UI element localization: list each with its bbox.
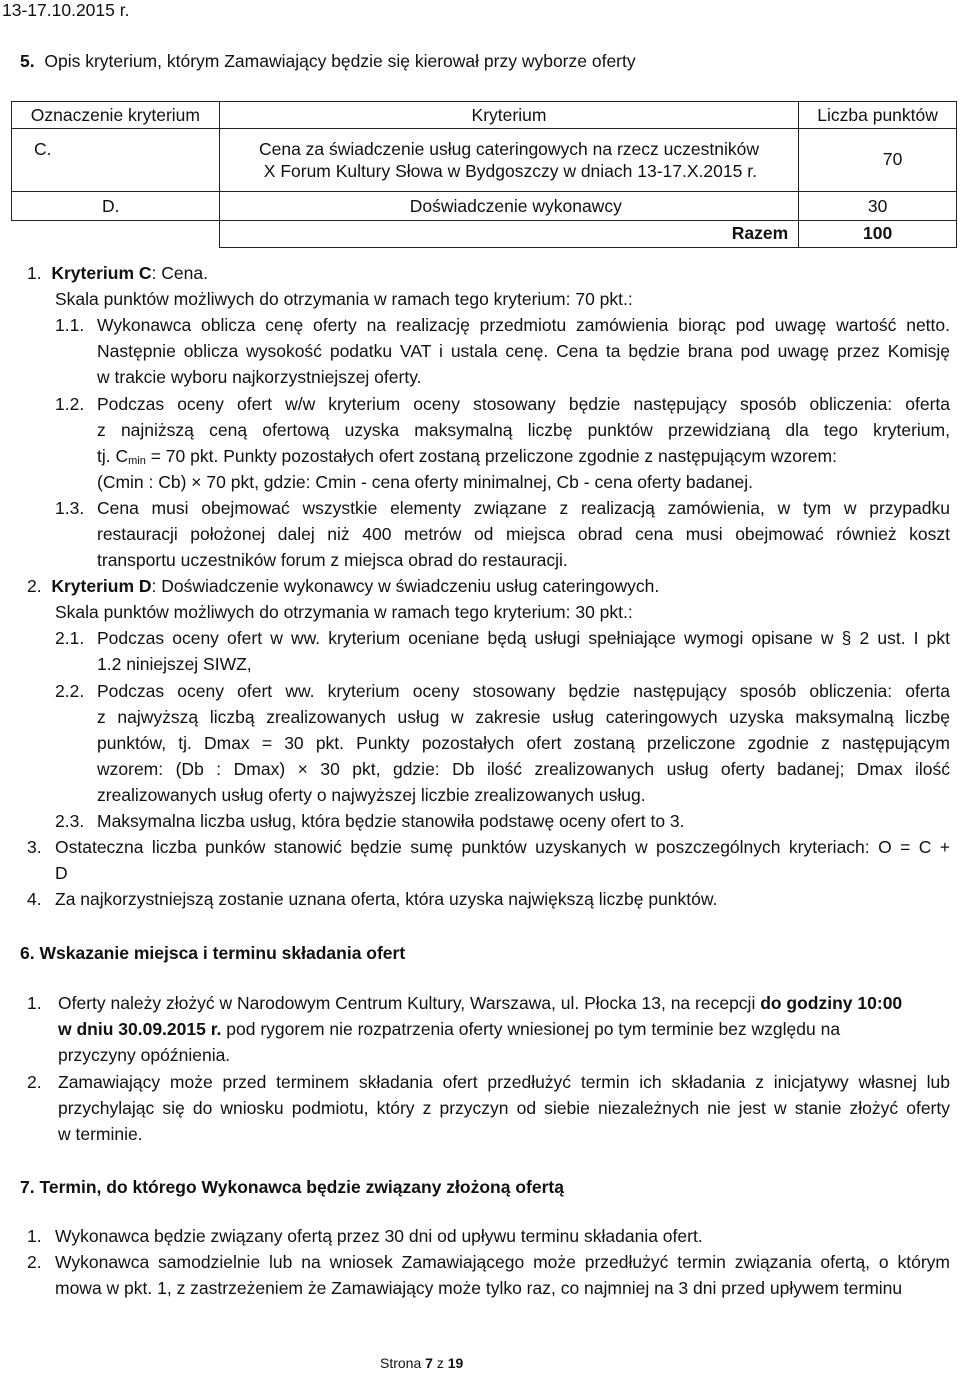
k1-2-number: 1.2. [55,394,85,414]
k1-3-number: 1.3. [55,498,85,518]
k1-2-line3: tj. $C_{min} = 70$ pkt. Punkty pozostałych ofert zostaną przeliczone zgodnie z następującym wzorem: [97,446,837,467]
table-row [12,192,957,221]
k2-3-line1: Maksymalna liczba usług, która będzie stanowiła podstawę oceny ofert to 3. [97,811,685,831]
k2-title-rest: : Doświadczenie wykonawcy w świadczeniu usług cateringowych. [151,576,660,596]
p4-line1: Za najkorzystniejszą zostanie uznana oferta, która uzyska największą liczbę punktów. [55,889,718,909]
page-header-date: 13-17.10.2015 r. [2,0,130,20]
section-6-title: Wskazanie miejsca i terminu składania ofert [39,943,406,963]
k2-number: 2. [27,576,42,596]
s7-2-number: 2. [27,1252,42,1272]
k1-3-line2: restauracji położonej dalej niż 400 metrów od miejsca obrad cena musi obejmować również koszt [97,524,950,544]
s6-1-line2: w dniu 30.09.2015 r. pod rygorem nie rozpatrzenia oferty wniesionej po tym terminie bez względu na [58,1019,841,1039]
section-5-number: 5. [20,51,35,71]
section-5-heading [20,51,636,72]
section-7-title: Termin, do którego Wykonawca będzie związany złożoną ofertą [39,1177,564,1197]
k2-2-line5: zrealizowanych usług oferty o najwyższej liczbie zrealizowanych usług. [97,785,646,805]
total-value: 100 [799,221,957,248]
criteria-table [11,101,957,248]
section-7-heading [20,1176,564,1198]
section-6-number: 6. [20,943,35,963]
k2-title-bold: Kryterium D [51,576,152,596]
table-total-row [12,221,957,248]
row-points: 70 [799,129,957,192]
table-header-row [12,102,957,129]
footer-total: 19 [447,1355,464,1371]
k1-title-bold: Kryterium C [51,263,152,283]
row-criterion-line1: Cena za świadczenie usług cateringowych na rzecz uczestników [258,139,759,159]
s7-2-line2: mowa w pkt. 1, z zastrzeżeniem że Zamawiający może tylko raz, co najmniej na 3 dni przed upływem terminu [55,1278,903,1298]
table-row [12,129,957,192]
k2-2-line2: z najwyższą liczbą zrealizowanych usług w zakresie usług cateringowych uzyska maksymalną liczbę [97,707,950,727]
header-criterion: Kryterium [219,102,798,129]
total-label: Razem [219,221,798,248]
k2-1-line2: 1.2 niniejszej SIWZ, [97,654,252,674]
row-code: C. [12,129,220,192]
p3-line2: D [55,863,68,883]
k2-heading [27,575,659,597]
k2-1-line1: Podczas oceny ofert w ww. kryterium oceniane będą usługi spełniające wymogi opisane w § 2 ust. I pkt [97,628,950,648]
s6-1-line1: Oferty należy złożyć w Narodowym Centrum Kultury, Warszawa, ul. Płocka 13, na recepcji do godziny 10:00 [58,993,903,1013]
row-points: 30 [799,192,957,221]
k2-2-number: 2.2. [55,681,85,701]
s6-1-number: 1. [27,993,42,1013]
k1-2-line1: Podczas oceny ofert w/w kryterium oceny stosowany będzie następujący sposób obliczenia: oferta [97,394,950,414]
k2-3-number: 2.3. [55,811,85,831]
s6-1-line3: przyczyny opóźnienia. [58,1045,231,1065]
row-code: D. [12,192,220,221]
k1-1-line2: Następnie oblicza wysokość podatku VAT i ustala cenę. Cena ta będzie brana pod uwagę przez Komisję [97,341,950,361]
section-7-number: 7. [20,1177,35,1197]
p4-number: 4. [27,889,42,909]
row-criterion-line2: X Forum Kultury Słowa w Bydgoszczy w dniach 13-17.X.2015 r. [263,161,757,181]
header-code: Oznaczenie kryterium [12,102,220,129]
k2-1-number: 2.1. [55,628,85,648]
k1-1-number: 1.1. [55,315,85,335]
k2-2-line4: wzorem: (Db : Dmax) × 30 pkt, gdzie: Db ilość zrealizowanych usług oferty badanej; Dmax ilość [97,759,950,779]
k1-heading [27,262,208,284]
section-6-heading [20,942,405,964]
k1-3-line1: Cena musi obejmować wszystkie elementy związane z realizacją zamówienia, w tym w przypadku [97,498,950,518]
s6-2-line1: Zamawiający może przed terminem składania ofert przedłużyć termin ich składania z inicjatywy własnej lub [58,1072,950,1092]
footer-page: 7 [425,1355,433,1371]
k1-scale: Skala punktów możliwych do otrzymania w ramach tego kryterium: 70 pkt.: [55,289,633,309]
k1-2-line2: z najniższą ceną ofertową uzyska maksymalną liczbę punktów przewidzianą dla tego kryterium, [97,420,950,440]
p3-number: 3. [27,837,42,857]
empty-cell [12,221,220,248]
row-criterion [219,129,798,192]
section-5-title: Opis kryterium, którym Zamawiający będzie się kierował przy wyborze oferty [44,51,636,71]
p3-line1: Ostateczna liczba punków stanowić będzie sumę punktów uzyskanych w poszczególnych kryteriach: O = C + [55,837,950,857]
row-criterion: Doświadczenie wykonawcy [219,192,798,221]
k1-3-line3: transportu uczestników forum z miejsca obrad do restauracji. [97,550,568,570]
s7-1-number: 1. [27,1226,42,1246]
header-points: Liczba punktów [799,102,957,129]
k1-2-line4: (Cmin : Cb) × 70 pkt, gdzie: Cmin - cena oferty minimalnej, Cb - cena oferty badanej. [97,472,754,492]
s6-2-line2: przychylając się do wniosku podmiotu, który z przyczyn od siebie niezależnych nie jest w stanie złożyć oferty [58,1098,950,1118]
k1-number: 1. [27,263,42,283]
s6-2-number: 2. [27,1072,42,1092]
s7-2-line1: Wykonawca samodzielnie lub na wniosek Zamawiającego może przedłużyć termin związania ofertą, o którym [55,1252,950,1272]
k2-2-line3: punktów, tj. Dmax = 30 pkt. Punkty pozostałych ofert zostaną przeliczone zgodnie z następującym [97,733,950,753]
k1-1-line3: w trakcie wyboru najkorzystniejszej oferty. [97,367,422,387]
k2-2-line1: Podczas oceny ofert ww. kryterium oceny stosowany będzie następujący sposób obliczenia: oferta [97,681,950,701]
s6-2-line3: w terminie. [58,1124,143,1144]
k1-title-rest: : Cena. [151,263,208,283]
k1-1-line1: Wykonawca oblicza cenę oferty na realizację przedmiotu zamówienia biorąc pod uwagę wartość netto. [97,315,950,335]
s7-1-line1: Wykonawca będzie związany ofertą przez 30 dni od upływu terminu składania ofert. [55,1226,703,1246]
page-footer: Strona 7 z 19 [380,1355,464,1371]
k2-scale: Skala punktów możliwych do otrzymania w ramach tego kryterium: 30 pkt.: [55,602,633,622]
